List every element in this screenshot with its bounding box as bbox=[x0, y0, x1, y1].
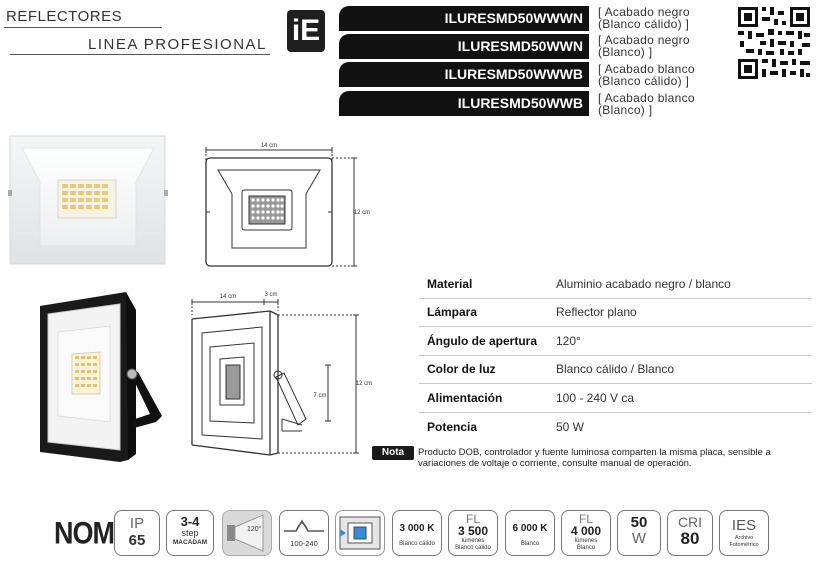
ip-value: 65 bbox=[128, 532, 146, 549]
specs-table bbox=[419, 270, 812, 441]
divider bbox=[4, 27, 162, 28]
product-finish bbox=[598, 92, 728, 116]
spec-label: Potencia bbox=[427, 419, 478, 434]
height-label: 12 cm bbox=[353, 210, 371, 216]
finish-line: (Blanco) ] bbox=[598, 103, 653, 117]
macadam-label: MACADAM bbox=[172, 539, 208, 546]
product-photo-white bbox=[8, 134, 168, 266]
category-title: REFLECTORES bbox=[6, 8, 123, 25]
cri-label: CRI bbox=[677, 514, 703, 530]
dob-icon bbox=[335, 510, 385, 556]
spec-label: Lámpara bbox=[427, 305, 478, 320]
spec-row-color bbox=[419, 356, 812, 385]
ies-sub: Archivo bbox=[734, 535, 754, 541]
finish-line: (Blanco) ] bbox=[598, 45, 653, 59]
nom-label: NOM bbox=[54, 515, 114, 551]
nota-badge: Nota bbox=[372, 446, 414, 460]
wattage-unit: W bbox=[631, 530, 647, 547]
product-code: ILURESMD50WWN bbox=[339, 34, 589, 59]
spec-label: Material bbox=[427, 276, 473, 291]
spec-row-potencia bbox=[419, 413, 812, 442]
spec-value: Blanco cálido / Blanco bbox=[556, 362, 675, 377]
lumens-4000-icon bbox=[561, 510, 611, 556]
qr-code[interactable] bbox=[733, 3, 815, 83]
ip-label: IP bbox=[129, 515, 145, 532]
finish-line: [ Acabado blanco bbox=[598, 91, 695, 105]
spec-row-material bbox=[419, 270, 812, 299]
product-code: ILURESMD50WWWB bbox=[339, 62, 589, 87]
color-temp-label: Blanco bbox=[520, 541, 540, 547]
beam-angle-icon bbox=[222, 510, 272, 556]
product-code: ILURESMD50WWB bbox=[339, 91, 589, 116]
product-photo-black bbox=[30, 290, 172, 465]
bracket-height-label: 7 cm bbox=[313, 393, 327, 399]
voltage-value: 100-240 bbox=[290, 539, 318, 548]
finish-line: (Blanco cálido) ] bbox=[598, 74, 690, 88]
spec-value: Aluminio acabado negro / blanco bbox=[556, 276, 731, 291]
height-label: 12 cm bbox=[355, 381, 373, 387]
finish-line: [ Acabado blanco bbox=[598, 62, 695, 76]
lumens-unit: lúmenes bbox=[461, 538, 485, 544]
finish-line: [ Acabado negro bbox=[598, 5, 690, 19]
finish-line: (Blanco cálido) ] bbox=[598, 17, 690, 31]
spec-label: Alimentación bbox=[427, 390, 503, 405]
beam-angle-value: 120° bbox=[247, 526, 262, 533]
lumens-label: Blanco bbox=[576, 544, 596, 551]
lumens-3500-icon bbox=[448, 510, 498, 556]
color-temp-label: Blanco cálido bbox=[399, 541, 435, 547]
finish-line: [ Acabado negro bbox=[598, 33, 690, 47]
spec-label: Color de luz bbox=[427, 362, 496, 377]
spec-value: 50 W bbox=[556, 419, 585, 434]
lumens-fl: FL bbox=[578, 512, 593, 526]
ies-file-icon bbox=[719, 510, 769, 556]
color-temp-value: 3 000 K bbox=[399, 523, 435, 534]
ies-label: IES bbox=[731, 517, 757, 534]
front-dimension-drawing bbox=[196, 136, 371, 272]
ies-sub: Fotométrico bbox=[729, 541, 759, 548]
spec-row-lampara bbox=[419, 299, 812, 328]
macadam-icon bbox=[166, 510, 214, 556]
color-temp-6000-icon bbox=[505, 510, 555, 556]
product-finish bbox=[598, 34, 728, 58]
depth-label: 3 cm bbox=[264, 292, 278, 298]
lumens-value: 4 000 bbox=[570, 524, 602, 538]
product-code: ILURESMD50WWWN bbox=[339, 6, 589, 31]
color-temp-value: 6 000 K bbox=[512, 523, 548, 534]
ip65-icon bbox=[114, 510, 160, 556]
cri-value: 80 bbox=[680, 529, 700, 548]
macadam-value: 3-4 bbox=[180, 514, 200, 529]
nom-icon bbox=[54, 510, 114, 556]
lumens-unit: lúmenes bbox=[574, 538, 598, 544]
spec-value: 100 - 240 V ca bbox=[556, 390, 635, 405]
macadam-step: step bbox=[181, 528, 199, 538]
spec-value: 120° bbox=[556, 333, 581, 348]
width-label: 14 cm bbox=[219, 294, 237, 300]
product-finish bbox=[598, 6, 728, 30]
lumens-label: Blanco cálido bbox=[455, 544, 491, 551]
nota-text: Producto DOB, controlador y fuente luminosa comparten la misma placa, sensible a variaciones de voltaje o corriente, consulte manual de operación. bbox=[418, 447, 771, 469]
wattage-icon bbox=[617, 510, 661, 556]
spec-row-alimentacion bbox=[419, 384, 812, 413]
divider bbox=[10, 54, 270, 55]
cri-icon bbox=[667, 510, 713, 556]
width-label: 14 cm bbox=[260, 143, 278, 149]
lumens-fl: FL bbox=[465, 512, 480, 526]
voltage-icon bbox=[279, 510, 329, 556]
lumens-value: 3 500 bbox=[457, 524, 489, 538]
product-finish bbox=[598, 63, 728, 87]
spec-label: Ángulo de apertura bbox=[427, 333, 538, 348]
feature-icons bbox=[54, 510, 774, 556]
wattage-value: 50 bbox=[630, 514, 648, 531]
side-dimension-drawing bbox=[180, 285, 373, 463]
brand-logo: iE bbox=[287, 10, 325, 52]
spec-row-angulo bbox=[419, 327, 812, 356]
product-line-title: LINEA PROFESIONAL bbox=[88, 36, 267, 53]
color-temp-3000-icon bbox=[392, 510, 442, 556]
spec-value: Reflector plano bbox=[556, 305, 637, 320]
